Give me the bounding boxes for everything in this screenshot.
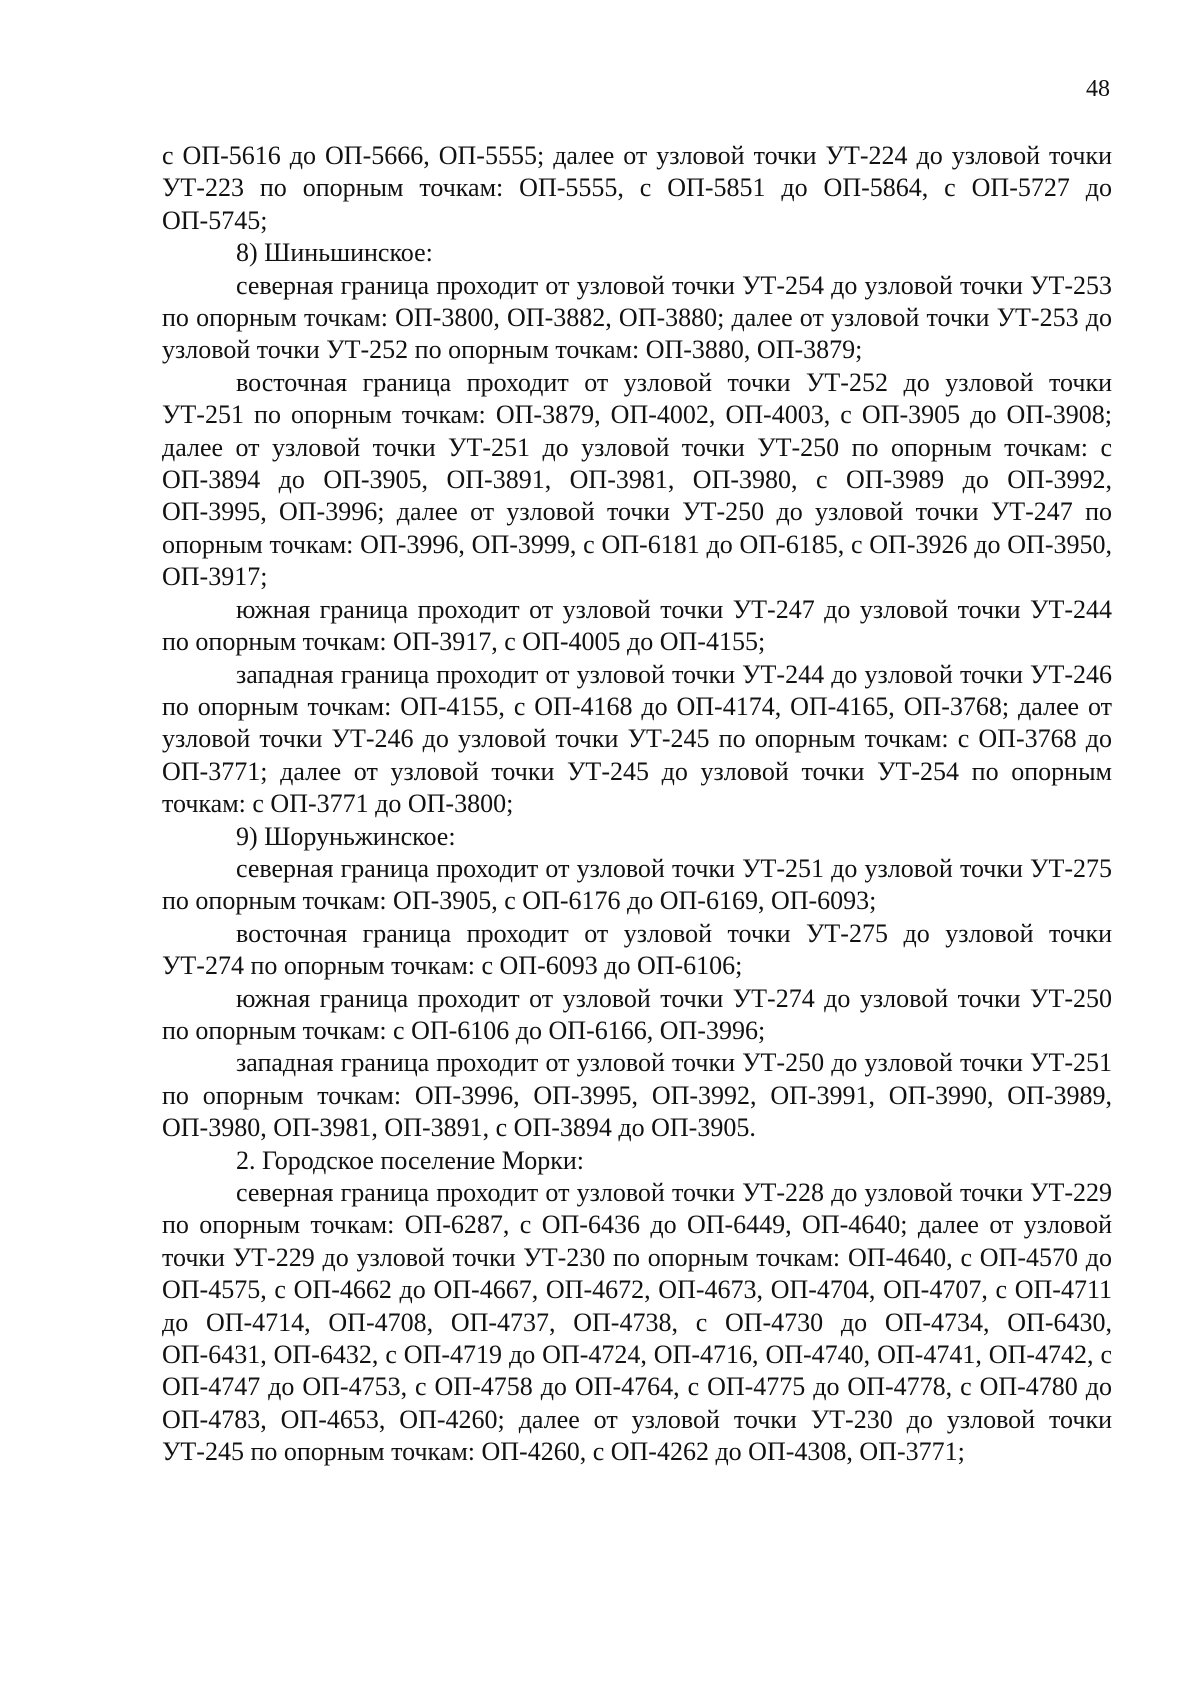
- section-heading-shorunzhinskoe: 9) Шоруньжинское:: [236, 821, 456, 851]
- paragraph-continuation: с ОП-5616 до ОП-5666, ОП-5555; далее от узловой точки УТ-224 до узловой точки УТ-223 по опорным точкам: ОП-5555, с ОП-5851 до ОП-5864, с ОП-5727 до ОП-5745;: [162, 141, 1112, 235]
- section-heading-shinshinskoe: 8) Шиньшинское:: [236, 238, 433, 268]
- paragraph-south-boundary: южная граница проходит от узловой точки УТ-274 до узловой точки УТ-250 по опорным точкам: с ОП-6106 до ОП-6166, ОП-3996;: [162, 983, 1112, 1045]
- page-number: 48: [1086, 76, 1110, 102]
- section-heading-morki: 2. Городское поселение Морки:: [236, 1145, 585, 1175]
- paragraph-south-boundary: южная граница проходит от узловой точки УТ-247 до узловой точки УТ-244 по опорным точкам: ОП-3917, с ОП-4005 до ОП-4155;: [162, 594, 1112, 657]
- paragraph-north-boundary: северная граница проходит от узловой точки УТ-251 до узловой точки УТ-275 по опорным точкам: ОП-3905, с ОП-6176 до ОП-6169, ОП-6093;: [162, 853, 1112, 916]
- paragraph-north-boundary: северная граница проходит от узловой точки УТ-254 до узловой точки УТ-253 по опорным точкам: ОП-3800, ОП-3882, ОП-3880; далее от узловой точки УТ-253 до узловой точки УТ-252 по опорным точкам: ОП-3880, ОП-3879;: [162, 270, 1112, 365]
- paragraph-west-boundary: западная граница проходит от узловой точки УТ-250 до узловой точки УТ-251 по опорным точкам: ОП-3996, ОП-3995, ОП-3992, ОП-3991, ОП-3990, ОП-3989, ОП-3980, ОП-3981, ОП-3891, с ОП-3894 до ОП-3905.: [162, 1048, 1112, 1143]
- paragraph-west-boundary: западная граница проходит от узловой точки УТ-244 до узловой точки УТ-246 по опорным точкам: ОП-4155, с ОП-4168 до ОП-4174, ОП-4165, ОП-3768; далее от узловой точки УТ-246 до узловой точки УТ-245 по опорным точкам: с ОП-3768 до ОП-3771; далее от узловой точки УТ-245 до узловой точки УТ-254 по опорным точкам: с ОП-3771 до ОП-3800;: [162, 659, 1112, 819]
- document-body: [162, 140, 1112, 1469]
- paragraph-east-boundary: восточная граница проходит от узловой точки УТ-252 до узловой точки УТ-251 по опорным точкам: ОП-3879, ОП-4002, ОП-4003, с ОП-3905 до ОП-3908; далее от узловой точки УТ-251 до узловой точки УТ-250 по опорным точкам: с ОП-3894 до ОП-3905, ОП-3891, ОП-3981, ОП-3980, с ОП-3989 до ОП-3992, ОП-3995, ОП-3996; далее от узловой точки УТ-250 до узловой точки УТ-247 по опорным точкам: ОП-3996, ОП-3999, с ОП-6181 до ОП-6185, с ОП-3926 до ОП-3950, ОП-3917;: [162, 367, 1112, 592]
- paragraph-north-boundary: северная граница проходит от узловой точки УТ-228 до узловой точки УТ-229 по опорным точкам: ОП-6287, с ОП-6436 до ОП-6449, ОП-4640; далее от узловой точки УТ-229 до узловой точки УТ-230 по опорным точкам: ОП-4640, с ОП-4570 до ОП-4575, с ОП-4662 до ОП-4667, ОП-4672, ОП-4673, ОП-4704, ОП-4707, с ОП-4711 до ОП-4714, ОП-4708, ОП-4737, ОП-4738, с ОП-4730 до ОП-4734, ОП-6430, ОП-6431, ОП-6432, с ОП-4719 до ОП-4724, ОП-4716, ОП-4740, ОП-4741, ОП-4742, с ОП-4747 до ОП-4753, с ОП-4758 до ОП-4764, с ОП-4775 до ОП-4778, с ОП-4780 до ОП-4783, ОП-4653, ОП-4260; далее от узловой точки УТ-230 до узловой точки УТ-245 по опорным точкам: ОП-4260, с ОП-4262 до ОП-4308, ОП-3771;: [162, 1178, 1112, 1467]
- paragraph-east-boundary: восточная граница проходит от узловой точки УТ-275 до узловой точки УТ-274 по опорным точкам: с ОП-6093 до ОП-6106;: [162, 918, 1112, 981]
